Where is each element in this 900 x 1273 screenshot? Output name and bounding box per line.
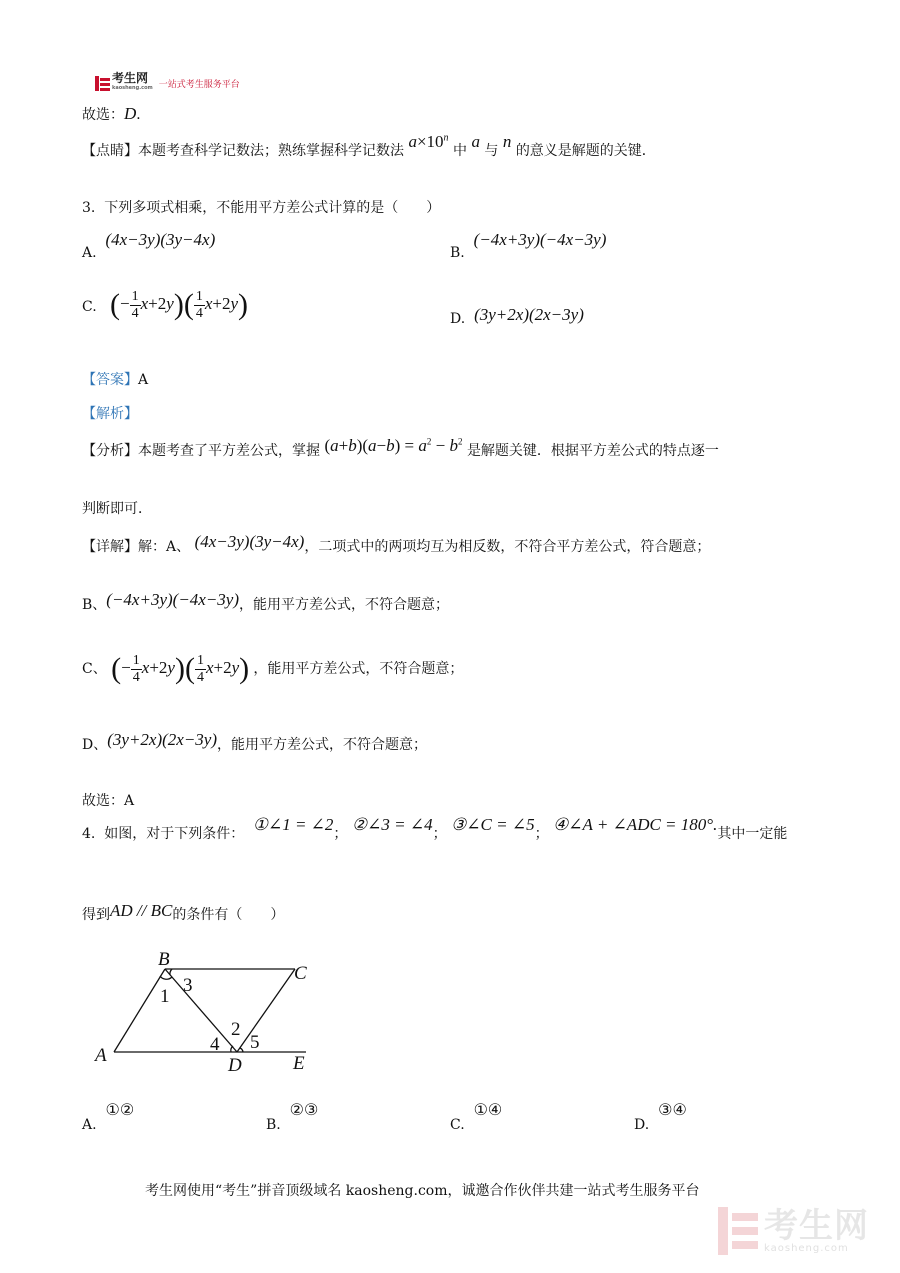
- comment-tag: 【点睛】: [82, 143, 138, 159]
- label-a: A: [95, 1045, 107, 1066]
- q3-stem: 3. 下列多项式相乘，不能用平方差公式计算的是（ ）: [82, 200, 441, 216]
- q4-figure: [90, 945, 330, 1080]
- q3-detail-d: D、(3y+2x)(2x−3y)，能用平方差公式，不符合题意；: [82, 730, 428, 753]
- angle-arc-1: [160, 976, 172, 979]
- q3-fenxi-cont: 判断即可．: [82, 501, 152, 517]
- q3-detail-b: B、(−4x+3y)(−4x−3y)，能用平方差公式，不符合题意；: [82, 590, 450, 613]
- q4-cond-3: ③∠C = ∠5: [451, 815, 535, 834]
- label-b: B: [158, 949, 170, 970]
- label-angle-2: 2: [231, 1019, 241, 1040]
- q4-option-b: B. ②③: [266, 1100, 319, 1133]
- angle-arc-3: [170, 969, 172, 975]
- site-logo: [95, 73, 240, 93]
- line-ab: [114, 969, 165, 1052]
- q3-answer: 【答案】A: [82, 372, 149, 388]
- q4-stem: 4. 如图，对于下列条件： ①∠1 = ∠2； ②∠3 = ∠4； ③∠C = ∠5； ④∠A + ∠ADC = 180°.其中一定能: [82, 815, 788, 842]
- label-angle-1: 1: [160, 986, 170, 1007]
- q3-option-b-expr: (−4x+3y)(−4x−3y): [473, 230, 607, 249]
- watermark: [718, 1207, 869, 1255]
- angle-arc-4: [231, 1046, 233, 1052]
- q4-cond-1: ①∠1 = ∠2: [252, 815, 334, 834]
- q3-option-a-expr: (4x−3y)(3y−4x): [105, 230, 216, 249]
- label-angle-3: 3: [183, 975, 193, 996]
- watermark-text: 考生网: [764, 1205, 869, 1246]
- logo-sub: kaosheng.com: [112, 85, 153, 91]
- label-e: E: [293, 1053, 305, 1074]
- watermark-sub: kaosheng.com: [764, 1242, 849, 1254]
- watermark-logo-icon: [718, 1207, 758, 1255]
- footer-text: 考生网使用“考生”拼音顶级域名 kaosheng.com，诚邀合作伙伴共建一站式考生服务平台: [145, 1183, 700, 1199]
- q4-option-a: A. ①②: [82, 1100, 135, 1133]
- q3-option-c: C. (− $\frac{1}{4}$ x+2y)( $\frac{1}{4}$ x+2y): [82, 288, 248, 321]
- q3-option-a: A. (4x−3y)(3y−4x): [82, 230, 216, 261]
- q3-detail-a: 【详解】解：A、 (4x−3y)(3y−4x)，二项式中的两项均互为相反数，不符合平方差公式，符合题意；: [82, 532, 711, 555]
- q4-option-c: C. ①④: [450, 1100, 503, 1133]
- q3-option-c-expr: (− $\frac{1}{4}$ x+2y)( $\frac{1}{4}$ x+2y): [110, 288, 248, 321]
- q4-option-d: D. ③④: [634, 1100, 687, 1133]
- label-angle-5: 5: [250, 1032, 260, 1053]
- q4-cond-2: ②∠3 = ∠4: [351, 815, 433, 834]
- q3-analysis-tag: 【解析】: [82, 406, 138, 422]
- line-dc: [237, 969, 295, 1052]
- q4-cond-4: ④∠A + ∠ADC = 180°.: [553, 815, 718, 834]
- q3-option-d: D. (3y+2x)(2x−3y): [450, 305, 584, 327]
- logo-icon: [95, 76, 110, 91]
- q3-fenxi: 【分析】本题考查了平方差公式，掌握 $(a+b)(a-b) = a^2 - b^2$ 是解题关键．根据平方差公式的特点逐一: [82, 436, 719, 459]
- label-d: D: [228, 1055, 242, 1076]
- q3-option-b: B. (−4x+3y)(−4x−3y): [450, 230, 607, 261]
- q3-detail-c: C、 (− $\frac{1}{4}$ x+2y)( $\frac{1}{4}$ x+2y) ，能用平方差公式，不符合题意；: [82, 652, 464, 685]
- line-bd: [165, 969, 237, 1052]
- label-c: C: [294, 963, 307, 984]
- q4-stem-cont: 得到AD // BC的条件有（ ）: [82, 901, 285, 923]
- logo-slogan: 一站式考生服务平台: [158, 79, 240, 90]
- prev-choose-line: 故选：D．: [82, 104, 151, 123]
- q3-option-d-expr: (3y+2x)(2x−3y): [474, 305, 584, 324]
- logo-text: 考生网: [112, 71, 149, 85]
- label-angle-4: 4: [210, 1034, 220, 1055]
- q3-choose: 故选：A: [82, 793, 135, 809]
- prev-comment-line: 【点睛】本题考查科学记数法；熟练掌握科学记数法 $a\times 10^n$ 中 a 与 n 的意义是解题的关键．: [82, 132, 656, 159]
